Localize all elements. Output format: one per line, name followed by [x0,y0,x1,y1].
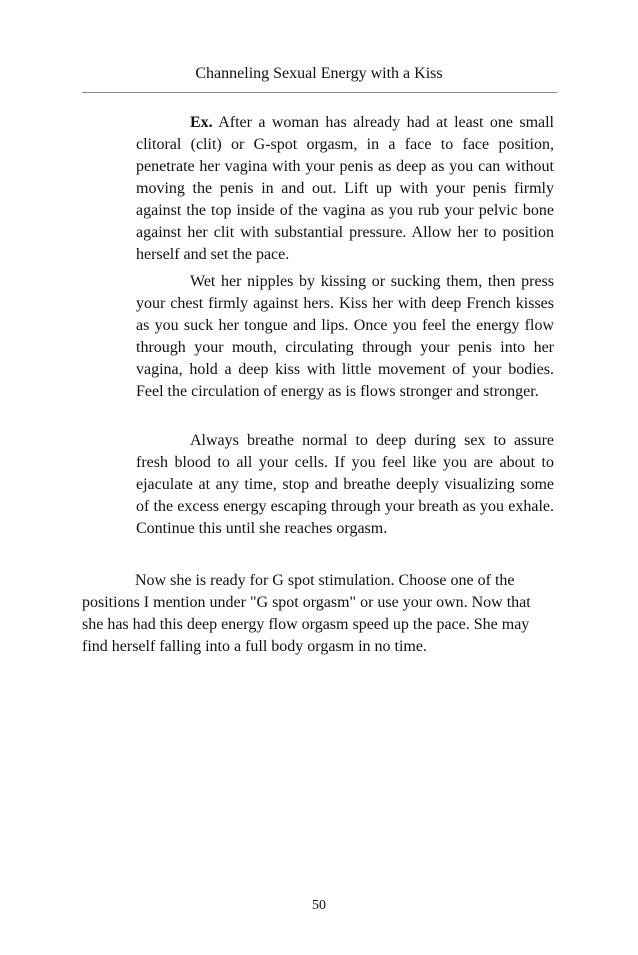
running-header: Channeling Sexual Energy with a Kiss [195,65,443,82]
nipples-paragraph: Wet her nipples by kissing or sucking them, then press your chest firmly against hers. Kiss her with deep French kisses as you suck her tongue and lips. Once you feel the energy flow through your mouth, circulating through your penis into her vagina, hold a deep kiss with little movement of your bodies. Feel the circulation of energy as is flows stronger and stronger. [136,273,554,400]
g-spot-paragraph: Now she is ready for G spot stimulation. Choose one of the positions I mention under "G spot orgasm" or use your own. Now that she has had this deep energy flow orgasm speed up the pace. She may find herself falling into a full body orgasm in no time. [82,572,531,655]
example-text: After a woman has already had at least one small clitoral (clit) or G-spot orgasm, in a face to face position, penetrate her vagina with your penis as deep as you can without moving the penis in and out. Lift up with your penis firmly against the top inside of the vagina as you rub your pelvic bone against her clit with substantial pressure. Allow her to position herself and set the pace. [136,114,554,263]
example-paragraph [136,112,554,266]
page-number: 50 [312,898,326,913]
header-rule [82,92,557,93]
example-label: Ex. [190,114,213,131]
breathe-paragraph: Always breathe normal to deep during sex to assure fresh blood to all your cells. If you feel like you are about to ejaculate at any time, stop and breathe deeply visualizing some of the excess energy escaping through your breath as you exhale. Continue this until she reaches orgasm. [136,432,554,537]
